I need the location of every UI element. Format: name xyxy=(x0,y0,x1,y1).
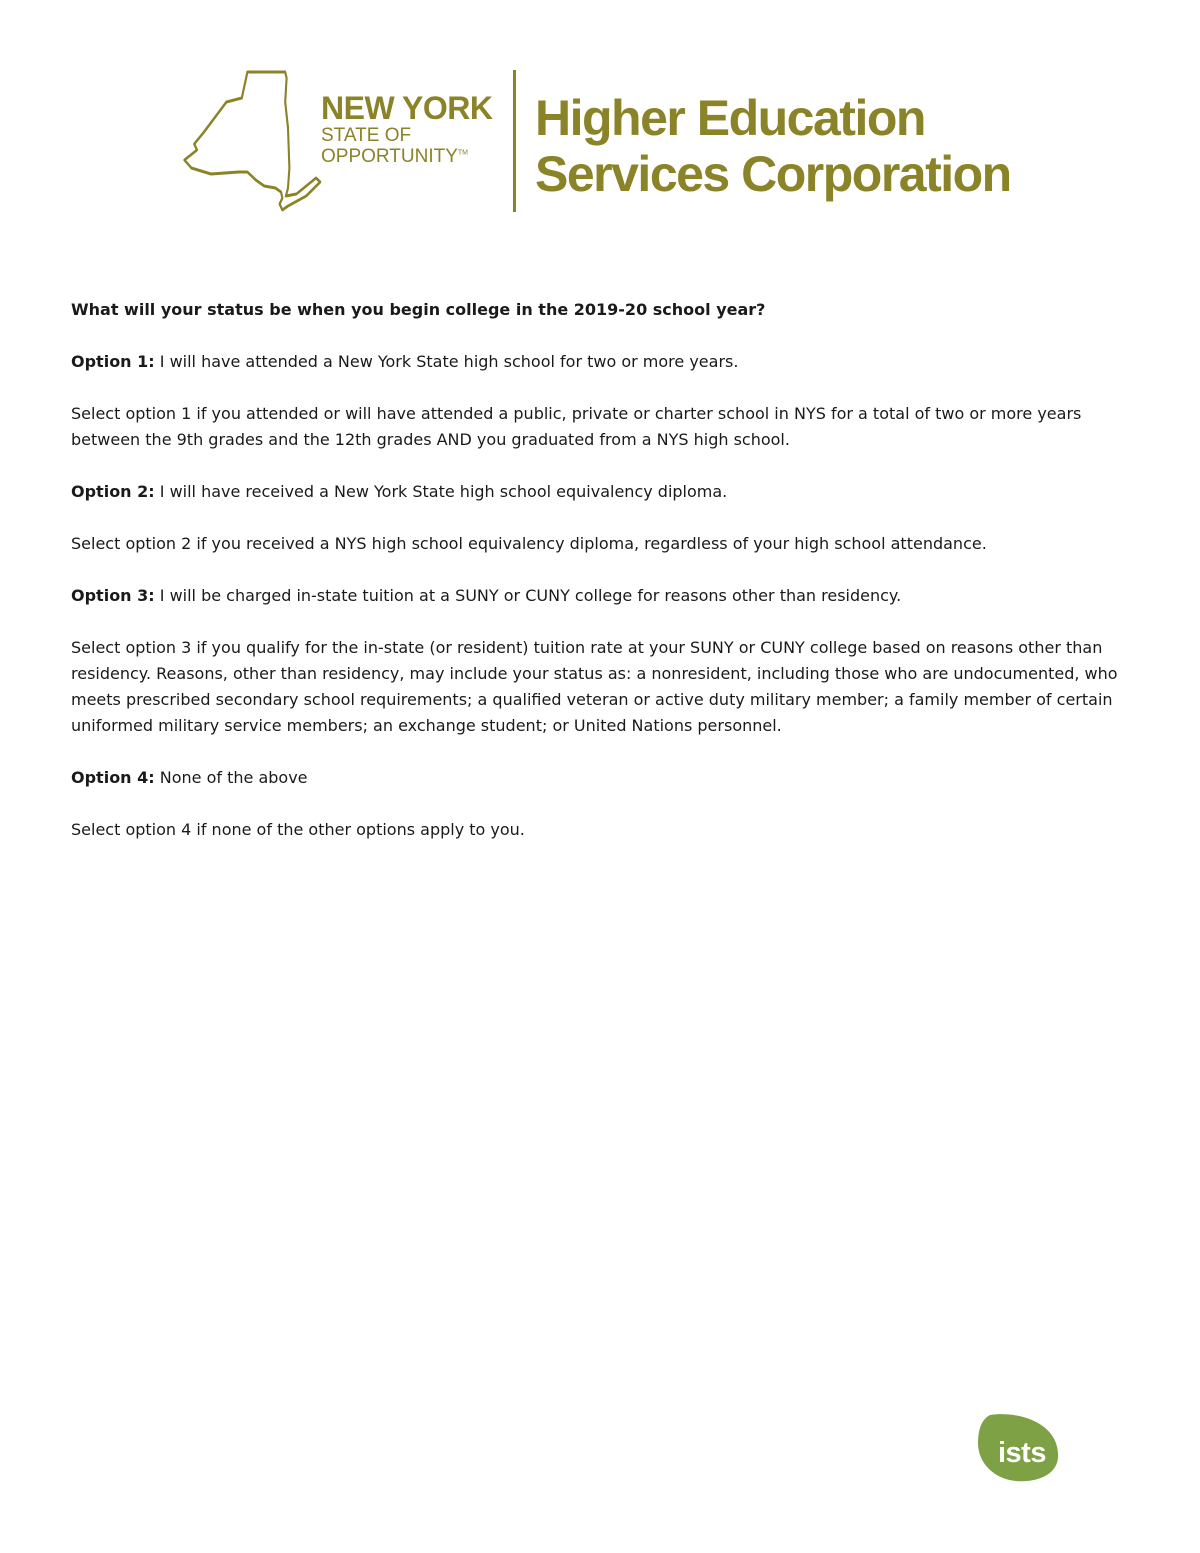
option-2-statement xyxy=(71,479,1136,505)
new-york-state-outline-icon xyxy=(183,68,323,218)
question-heading: What will your status be when you begin college in the 2019-20 school year? xyxy=(71,300,766,319)
hesc-line-higher-education: Higher Education xyxy=(535,90,925,146)
option-2-text: I will have received a New York State high school equivalency diploma. xyxy=(154,482,728,501)
nys-wordmark xyxy=(321,92,492,166)
option-3-statement xyxy=(71,583,1136,609)
option-4-label: Option 4: xyxy=(71,768,155,787)
document-body xyxy=(71,297,1136,869)
option-3-label: Option 3: xyxy=(71,586,155,605)
hesc-logo xyxy=(183,68,1023,218)
option-3-text: I will be charged in-state tuition at a SUNY or CUNY college for reasons other than residency. xyxy=(154,586,902,605)
trademark-mark: TM xyxy=(457,149,468,157)
hesc-line-services-corporation: Services Corporation xyxy=(535,146,1011,202)
nys-line-state-of: STATE OF xyxy=(321,125,412,146)
option-4-text: None of the above xyxy=(154,768,308,787)
option-1-detail: Select option 1 if you attended or will have attended a public, private or charter school in NYS for a total of two or more years between the 9th grades and the 12th grades AND you graduated from a NYS high school. xyxy=(71,404,1082,449)
option-1-statement xyxy=(71,349,1136,375)
ists-logo xyxy=(976,1413,1060,1483)
option-4-statement xyxy=(71,765,1136,791)
nys-line-opportunity xyxy=(321,147,492,166)
logo-divider xyxy=(513,70,516,212)
option-1-label: Option 1: xyxy=(71,352,155,371)
option-1-text: I will have attended a New York State high school for two or more years. xyxy=(154,352,739,371)
hesc-wordmark xyxy=(535,90,1011,202)
option-4-detail: Select option 4 if none of the other options apply to you. xyxy=(71,820,525,839)
nys-opportunity-text: OPPORTUNITY xyxy=(321,146,458,167)
option-2-detail: Select option 2 if you received a NYS high school equivalency diploma, regardless of your high school attendance. xyxy=(71,534,987,553)
option-3-detail: Select option 3 if you qualify for the in-state (or resident) tuition rate at your SUNY or CUNY college based on reasons other than residency. Reasons, other than residency, may include your status as: a nonresident, including those who are undocumented, who meets prescribed secondary school requirements; a qualified veteran or active duty military member; a family member of certain uniformed military service members; an exchange student; or United Nations personnel. xyxy=(71,638,1118,735)
option-2-label: Option 2: xyxy=(71,482,155,501)
nys-line-new-york: NEW YORK xyxy=(321,90,493,126)
ists-badge-text: ists xyxy=(998,1437,1046,1469)
